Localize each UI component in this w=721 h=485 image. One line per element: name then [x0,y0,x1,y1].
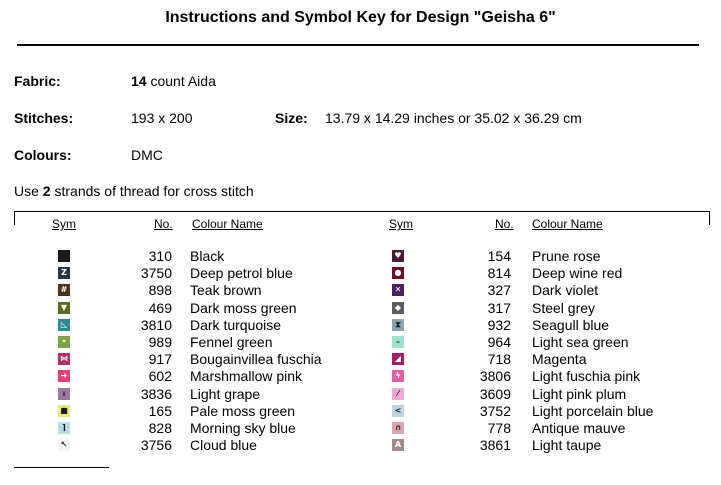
colour-name: Marshmallow pink [190,368,303,385]
table-top-border [14,211,710,212]
dmc-number: 3756 [140,437,172,454]
colour-name: Cloud blue [190,437,257,454]
colour-name: Dark moss green [190,299,297,316]
colour-name: Light sea green [532,333,629,350]
dmc-number: 3861 [479,437,511,454]
list-item [0,351,330,368]
list-item [0,282,330,299]
colour-name: Morning sky blue [190,419,296,436]
list-item [340,300,670,317]
heart-icon: ♥ [392,250,404,262]
list-item [340,437,670,454]
dmc-number: 917 [148,351,172,368]
colour-name: Light porcelain blue [532,402,654,419]
header-no-right: No. [495,217,514,231]
list-item [0,403,330,420]
dmc-number: 3609 [479,385,511,402]
list-item [0,300,330,317]
dmc-number: 3750 [140,265,172,282]
inner-square-icon: ■ [58,405,70,417]
colour-name: Bougainvillea fuschia [190,351,322,368]
list-item [340,351,670,368]
list-item [340,403,670,420]
solid-square-icon [58,250,70,262]
header-sym-right: Sym [389,217,413,231]
colours-line [14,147,72,163]
arrow-right-icon: ➜ [58,370,70,382]
slash-icon: ⁄ [392,388,404,400]
header-sym-left: Sym [52,217,76,231]
list-item [0,420,330,437]
circle-icon: ● [392,267,404,279]
table-bottom-border [14,467,109,468]
dmc-number: 898 [148,282,172,299]
size-line [275,110,308,126]
list-item [0,386,330,403]
list-item [0,265,330,282]
list-item [340,368,670,385]
dash-icon: – [392,336,404,348]
half-triangle-icon: ◢ [392,353,404,365]
colour-name: Antique mauve [532,419,626,436]
dmc-number: 828 [148,419,172,436]
list-item [340,265,670,282]
dmc-number: 3806 [479,368,511,385]
z-letter-icon: Z [58,267,70,279]
list-item [340,282,670,299]
list-item [0,317,330,334]
dmc-number: 989 [148,333,172,350]
less-than-icon: < [392,405,404,417]
size-value: 13.79 x 14.29 inches or 35.02 x 36.29 cm [325,110,582,126]
hourglass-icon: ⧗ [392,319,404,331]
colours-value: DMC [131,147,163,163]
dmc-number: 964 [487,333,511,350]
colour-name: Fennel green [190,333,273,350]
dmc-number: 310 [148,248,172,264]
stitches-value: 193 x 200 [131,110,193,126]
colour-name: Dark turquoise [190,316,282,333]
fabric-count: 14 [131,73,147,89]
zigzag-icon: ϟ [392,370,404,382]
colour-name: Dark violet [532,282,599,299]
triangle-down-icon: ▼ [58,302,70,314]
table-right-border [709,211,710,225]
hash-icon: # [58,284,70,296]
dmc-number: 154 [487,248,511,264]
fabric-line [14,73,61,89]
corner-icon: ⌉ [58,422,70,434]
list-item [340,248,670,265]
arch-icon: ∩ [392,422,404,434]
header-name-left: Colour Name [192,217,263,231]
colour-name: Light fuschia pink [532,368,641,385]
dmc-number: 327 [487,282,511,299]
arrow-up-left-icon: ↖ [58,439,70,451]
list-item [0,437,330,454]
bar-icon: ı [58,388,70,400]
dmc-number: 3752 [479,402,511,419]
colour-name: Pale moss green [190,402,296,419]
dmc-number: 932 [487,316,511,333]
fabric-type: count Aida [146,73,216,89]
list-item [0,368,330,385]
header-no-left: No. [154,217,173,231]
colour-name: Light grape [190,385,261,402]
bowtie-icon: ⋈ [60,354,68,364]
dmc-number: 469 [148,299,172,316]
dmc-number: 3810 [140,316,172,333]
colour-name: Deep petrol blue [190,265,293,282]
list-item [0,334,330,351]
colours-label: Colours: [14,147,72,163]
colour-name: Teak brown [190,282,262,299]
list-item [340,334,670,351]
table-left-border [14,211,15,225]
list-item [340,420,670,437]
title-divider [17,44,699,46]
list-item [340,317,670,334]
dmc-number: 778 [487,419,511,436]
colour-name: Seagull blue [532,316,610,333]
symbol-key-right-column [340,248,670,454]
x-mark-icon: ✕ [392,284,404,296]
colour-name: Prune rose [532,248,601,264]
dot-icon: • [58,336,70,348]
colour-name: Steel grey [532,299,596,316]
fabric-value [131,73,216,89]
size-label: Size: [275,110,308,126]
stitches-label: Stitches: [14,110,74,126]
diamond-icon: ◆ [392,302,404,314]
strands-count: 2 [42,183,51,199]
a-letter-icon: A [392,439,404,451]
strands-instruction: Use 2 strands of thread for cross stitch [14,183,254,199]
colour-name: Light pink plum [532,385,627,402]
page-title: Instructions and Symbol Key for Design "Geisha 6" [165,9,556,26]
list-item [340,386,670,403]
dmc-number: 165 [148,402,172,419]
list-item [0,248,330,265]
colour-name: Deep wine red [532,265,623,282]
colour-name: Light taupe [532,437,602,454]
colour-name: Black [190,248,225,264]
colour-name: Magenta [532,351,587,368]
symbol-key-left-column [0,248,330,454]
header-name-right: Colour Name [532,217,603,231]
dmc-number: 3836 [140,385,172,402]
fabric-label: Fabric: [14,73,61,89]
dmc-number: 814 [487,265,511,282]
stitches-line [14,110,73,126]
dmc-number: 602 [148,368,172,385]
dmc-number: 718 [487,351,511,368]
corner-triangle-icon: ◺ [58,319,70,331]
dmc-number: 317 [487,299,511,316]
